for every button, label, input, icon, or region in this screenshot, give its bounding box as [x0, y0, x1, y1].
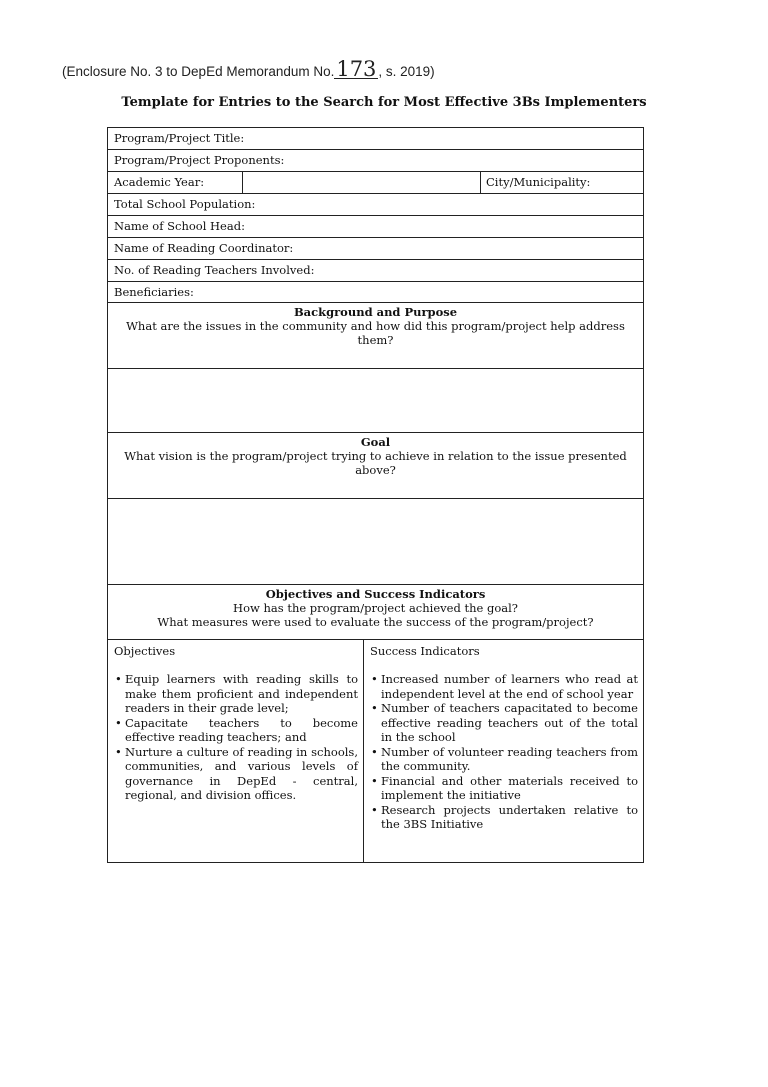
- coordinator-label: Name of Reading Coordinator:: [114, 241, 294, 255]
- goal-answer-area: [108, 499, 643, 585]
- row-school-head: [108, 216, 643, 238]
- row-program-title: [108, 128, 643, 150]
- goal-heading: Goal: [360, 435, 391, 449]
- academic-year-label: Academic Year:: [114, 175, 205, 189]
- row-coordinator: [108, 238, 643, 260]
- row-teachers: [108, 260, 643, 282]
- document-title: Template for Entries to the Search for Most Effective 3Bs Implementers: [121, 95, 647, 110]
- memo-number: 173: [336, 57, 377, 81]
- indicator-item: • Financial and other materials received to implement the initiative: [371, 774, 638, 803]
- background-heading: Background and Purpose: [293, 305, 458, 319]
- row-population: [108, 194, 643, 216]
- city-divider: [480, 172, 481, 193]
- entry-form-table: [107, 127, 644, 863]
- objectives-column: [108, 640, 364, 862]
- academic-year-divider: [242, 172, 243, 193]
- objectives-question-line2: What measures were used to evaluate the success of the program/project?: [157, 615, 594, 629]
- objectives-text: [108, 587, 643, 629]
- background-text: [108, 305, 643, 347]
- objectives-question-line1: How has the program/project achieved the goal?: [233, 601, 518, 615]
- background-question-line2: them?: [357, 333, 394, 347]
- row-beneficiaries: [108, 282, 643, 303]
- indicator-item: • Number of volunteer reading teachers from the community.: [371, 745, 638, 774]
- school-head-label: Name of School Head:: [114, 219, 245, 233]
- proponents-label: Program/Project Proponents:: [114, 153, 285, 167]
- indicator-item: • Number of teachers capacitated to become effective reading teachers out of the total in the school: [371, 701, 638, 745]
- objectives-list: [115, 672, 358, 803]
- objective-item: • Equip learners with reading skills to make them proficient and independent readers in their grade level;: [115, 672, 358, 716]
- background-question-line1: What are the issues in the community and how did this program/project help address: [126, 319, 625, 333]
- goal-question-line2: above?: [355, 463, 396, 477]
- goal-section: [108, 433, 643, 499]
- background-answer-area: [108, 369, 643, 433]
- row-proponents: [108, 150, 643, 172]
- background-section: [108, 303, 643, 369]
- indicators-column-header: Success Indicators: [370, 644, 480, 658]
- objective-item: • Capacitate teachers to become effective reading teachers; and: [115, 716, 358, 745]
- goal-text: [108, 435, 643, 477]
- indicators-column: [364, 640, 643, 862]
- objectives-section: [108, 585, 643, 640]
- enclosure-suffix: , s. 2019): [378, 64, 435, 79]
- indicator-item: • Research projects undertaken relative to the 3BS Initiative: [371, 803, 638, 832]
- enclosure-prefix: (Enclosure No. 3 to DepEd Memorandum No.: [62, 64, 335, 79]
- program-title-label: Program/Project Title:: [114, 131, 245, 145]
- population-label: Total School Population:: [114, 197, 256, 211]
- objectives-heading: Objectives and Success Indicators: [265, 587, 486, 601]
- goal-question-line1: What vision is the program/project trying to achieve in relation to the issue presented: [124, 449, 627, 463]
- indicator-item: • Increased number of learners who read at independent level at the end of school year: [371, 672, 638, 701]
- beneficiaries-label: Beneficiaries:: [114, 285, 194, 299]
- objective-item: • Nurture a culture of reading in schools, communities, and various levels of governance in DepEd - central, regional, and division offices.: [115, 745, 358, 803]
- row-academic-year: [108, 172, 643, 194]
- objectives-indicators-table: [108, 640, 643, 862]
- city-label: City/Municipality:: [486, 175, 591, 189]
- teachers-label: No. of Reading Teachers Involved:: [114, 263, 315, 277]
- indicators-list: [371, 672, 638, 832]
- enclosure-reference: [62, 57, 435, 81]
- objectives-column-header: Objectives: [114, 644, 176, 658]
